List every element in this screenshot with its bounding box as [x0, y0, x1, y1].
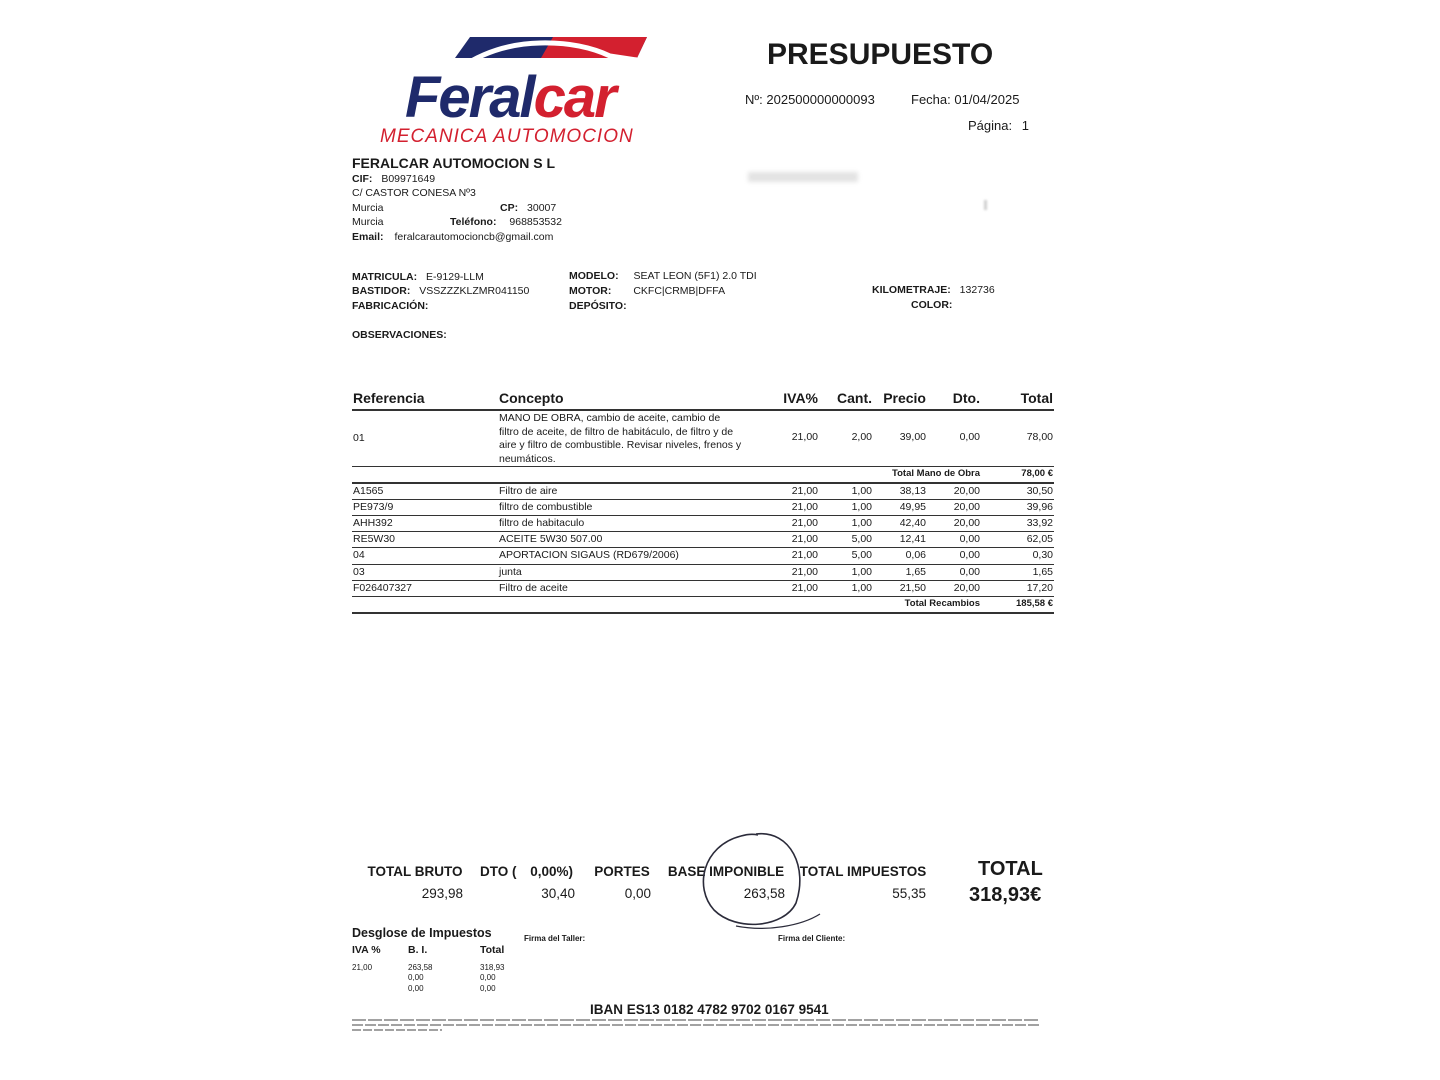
page-number: 1 — [1021, 118, 1029, 133]
labor-total: 78,00 — [1026, 431, 1053, 443]
table-row — [352, 516, 1054, 532]
part-dto: 0,00 — [959, 549, 980, 561]
part-dto: 0,00 — [959, 566, 980, 578]
vehicle-modelo — [569, 270, 757, 282]
part-ref: 03 — [353, 566, 365, 578]
table-row — [352, 500, 1054, 516]
redacted-customer-mark — [984, 200, 987, 210]
part-total: 1,65 — [1032, 566, 1053, 578]
part-concepto: filtro de combustible — [499, 501, 593, 513]
total-impuestos-label: TOTAL IMPUESTOS — [799, 864, 927, 879]
labor-iva: 21,00 — [791, 431, 818, 443]
part-ref: F026407327 — [353, 582, 412, 594]
part-precio: 21,50 — [899, 582, 926, 594]
labor-concepto-line: filtro de aceite, de filtro de habitáculo, de filtro y de — [499, 425, 734, 438]
part-cant: 1,00 — [851, 517, 872, 529]
header-concepto: Concepto — [499, 390, 564, 406]
document-date-block — [911, 92, 1019, 107]
company-email — [352, 231, 553, 243]
vehicle-motor — [569, 285, 725, 297]
part-dto: 0,00 — [959, 533, 980, 545]
document-title: PRESUPUESTO — [767, 38, 994, 71]
color-label: COLOR: — [911, 299, 953, 311]
modelo-value: SEAT LEON (5F1) 2.0 TDI — [633, 270, 757, 282]
part-cant: 5,00 — [851, 533, 872, 545]
km-label: KILOMETRAJE: — [872, 284, 951, 296]
portes-label: PORTES — [594, 864, 650, 879]
part-ref: AHH392 — [353, 517, 393, 529]
part-concepto: filtro de habitaculo — [499, 517, 585, 529]
company-city-1: Murcia — [352, 202, 384, 214]
part-cant: 1,00 — [851, 485, 872, 497]
part-iva: 21,00 — [791, 582, 818, 594]
parts-total-divider — [352, 612, 1054, 614]
dto-value: 30,40 — [541, 886, 575, 901]
labor-dto: 0,00 — [959, 431, 980, 443]
labor-row — [352, 411, 1054, 465]
company-cif — [352, 173, 435, 185]
modelo-label: MODELO: — [569, 270, 619, 282]
labor-total-label: Total Mano de Obra — [892, 468, 980, 479]
part-total: 33,92 — [1026, 517, 1053, 529]
firma-taller-label: Firma del Taller: — [524, 934, 586, 943]
fabricacion-label: FABRICACIÓN: — [352, 300, 429, 312]
document-number-block — [745, 92, 875, 107]
company-cp — [500, 202, 556, 214]
matricula-label: MATRICULA: — [352, 271, 418, 283]
vehicle-matricula — [352, 271, 484, 283]
company-phone — [450, 216, 562, 228]
deposito-label: DEPÓSITO: — [569, 300, 627, 312]
header-dto: Dto. — [952, 390, 980, 406]
part-iva: 21,00 — [791, 533, 818, 545]
tax-breakdown-title: Desglose de Impuestos — [352, 926, 492, 940]
phone-label: Teléfono: — [450, 216, 497, 228]
base-imponible-value: 263,58 — [743, 886, 785, 901]
tax-row-bi: 0,00 — [408, 973, 424, 982]
labor-total-row — [352, 468, 1054, 481]
part-precio: 38,13 — [899, 485, 926, 497]
part-cant: 1,00 — [851, 501, 872, 513]
tax-header-total: Total — [480, 944, 505, 956]
cif-label: CIF: — [352, 173, 373, 185]
part-total: 39,96 — [1026, 501, 1053, 513]
tax-row-total: 318,93 — [480, 963, 505, 972]
base-imponible-label: BASE IMPONIBLE — [667, 864, 785, 879]
part-total: 17,20 — [1026, 582, 1053, 594]
parts-total-row — [352, 598, 1054, 611]
vehicle-bastidor — [352, 285, 529, 297]
labor-concepto-line: aire y filtro de combustible. Revisar niveles, frenos y — [499, 439, 742, 451]
logo-tagline: MECANICA AUTOMOCION — [380, 126, 634, 147]
part-iva: 21,00 — [791, 485, 818, 497]
cp-value: 30007 — [527, 202, 557, 214]
part-iva: 21,00 — [791, 566, 818, 578]
part-ref: 04 — [353, 549, 365, 561]
labor-concepto-line: neumáticos. — [499, 452, 556, 465]
company-address: C/ CASTOR CONESA Nº3 — [352, 187, 476, 199]
part-concepto: Filtro de aire — [499, 485, 558, 497]
firma-cliente-label: Firma del Cliente: — [778, 934, 846, 943]
page-number-block — [968, 118, 1029, 133]
matricula-value: E-9129-LLM — [426, 271, 484, 283]
motor-value: CKFC|CRMB|DFFA — [633, 285, 726, 297]
labor-divider — [352, 466, 1054, 467]
logo-brand-feral: Feral — [405, 65, 534, 130]
parts-total-value: 185,58 € — [1016, 598, 1053, 609]
row-divider — [352, 596, 1054, 597]
redacted-customer-info — [748, 172, 858, 182]
part-concepto: Filtro de aceite — [499, 582, 568, 594]
table-header — [352, 390, 1054, 408]
part-ref: A1565 — [353, 485, 384, 497]
header-cant: Cant. — [837, 390, 872, 406]
header-precio: Precio — [883, 390, 926, 406]
table-row — [352, 484, 1054, 500]
labor-ref: 01 — [353, 432, 365, 444]
company-city-2: Murcia — [352, 216, 384, 228]
part-total: 30,50 — [1026, 485, 1053, 497]
km-value: 132736 — [959, 284, 995, 296]
labor-total-value: 78,00 € — [1021, 468, 1053, 479]
tax-row-iva: 21,00 — [352, 963, 373, 972]
labor-precio: 39,00 — [899, 431, 926, 443]
tax-row-total: 0,00 — [480, 984, 496, 993]
email-value: feralcarautomocioncb@gmail.com — [394, 231, 554, 243]
company-name: FERALCAR AUTOMOCION S L — [352, 155, 555, 171]
table-row — [352, 548, 1054, 564]
total-bruto-value: 293,98 — [421, 886, 463, 901]
part-concepto: APORTACION SIGAUS (RD679/2006) — [499, 549, 679, 561]
iban: IBAN ES13 0182 4782 9702 0167 9541 — [590, 1002, 829, 1017]
motor-label: MOTOR: — [569, 285, 612, 297]
tax-row-bi: 263,58 — [408, 963, 433, 972]
phone-value: 968853532 — [509, 216, 562, 228]
part-dto: 20,00 — [953, 485, 980, 497]
grand-total-value: 318,93€ — [969, 884, 1042, 906]
pen-circle-mark — [696, 828, 836, 938]
header-total: Total — [1020, 390, 1053, 406]
portes-value: 0,00 — [624, 886, 651, 901]
vehicle-km — [872, 284, 995, 296]
cif-value: B09971649 — [381, 173, 436, 185]
part-precio: 42,40 — [899, 517, 926, 529]
cp-label: CP: — [500, 202, 519, 214]
part-total: 0,30 — [1032, 549, 1053, 561]
total-bruto-label: TOTAL BRUTO — [367, 864, 463, 879]
part-iva: 21,00 — [791, 517, 818, 529]
part-dto: 20,00 — [953, 517, 980, 529]
part-cant: 5,00 — [851, 549, 872, 561]
part-ref: RE5W30 — [353, 533, 396, 545]
number-label: Nº: — [745, 92, 763, 107]
date-label: Fecha: — [911, 92, 951, 107]
tax-row-total: 0,00 — [480, 973, 496, 982]
part-precio: 49,95 — [899, 501, 926, 513]
dto-label — [480, 864, 573, 879]
part-total: 62,05 — [1026, 533, 1053, 545]
document-number: 202500000000093 — [766, 92, 875, 107]
page-label: Página: — [968, 118, 1013, 133]
table-row — [352, 532, 1054, 548]
labor-cant: 2,00 — [851, 431, 872, 443]
parts-total-label: Total Recambios — [904, 598, 980, 609]
part-precio: 0,06 — [905, 549, 926, 561]
part-dto: 20,00 — [953, 582, 980, 594]
part-iva: 21,00 — [791, 501, 818, 513]
legal-fine-print — [352, 1018, 1040, 1032]
part-cant: 1,00 — [851, 582, 872, 594]
table-row — [352, 581, 1054, 597]
table-row — [352, 565, 1054, 581]
part-cant: 1,00 — [851, 566, 872, 578]
part-precio: 12,41 — [899, 533, 926, 545]
total-impuestos-value: 55,35 — [892, 886, 926, 901]
logo-brand-car: car — [533, 65, 615, 130]
labor-concepto-line: MANO DE OBRA, cambio de aceite, cambio de — [499, 412, 721, 424]
observaciones-label: OBSERVACIONES: — [352, 329, 447, 341]
dto-label-text: DTO ( — [480, 864, 517, 879]
part-ref: PE973/9 — [353, 501, 394, 513]
grand-total-label: TOTAL — [978, 858, 1043, 880]
dto-percent: 0,00%) — [530, 864, 574, 879]
header-referencia: Referencia — [353, 390, 425, 406]
part-dto: 20,00 — [953, 501, 980, 513]
tax-row-bi: 0,00 — [408, 984, 424, 993]
part-iva: 21,00 — [791, 549, 818, 561]
bastidor-label: BASTIDOR: — [352, 285, 411, 297]
bastidor-value: VSSZZZKLZMR041150 — [419, 285, 530, 297]
email-label: Email: — [352, 231, 384, 243]
tax-header-iva: IVA % — [352, 944, 381, 956]
document-date: 01/04/2025 — [954, 92, 1020, 107]
part-concepto: junta — [499, 566, 522, 578]
part-precio: 1,65 — [905, 566, 926, 578]
labor-concepto — [499, 412, 769, 466]
tax-header-bi: B. I. — [408, 944, 428, 956]
part-concepto: ACEITE 5W30 507.00 — [499, 533, 603, 545]
header-iva: IVA% — [783, 390, 818, 406]
company-logo — [375, 30, 675, 155]
